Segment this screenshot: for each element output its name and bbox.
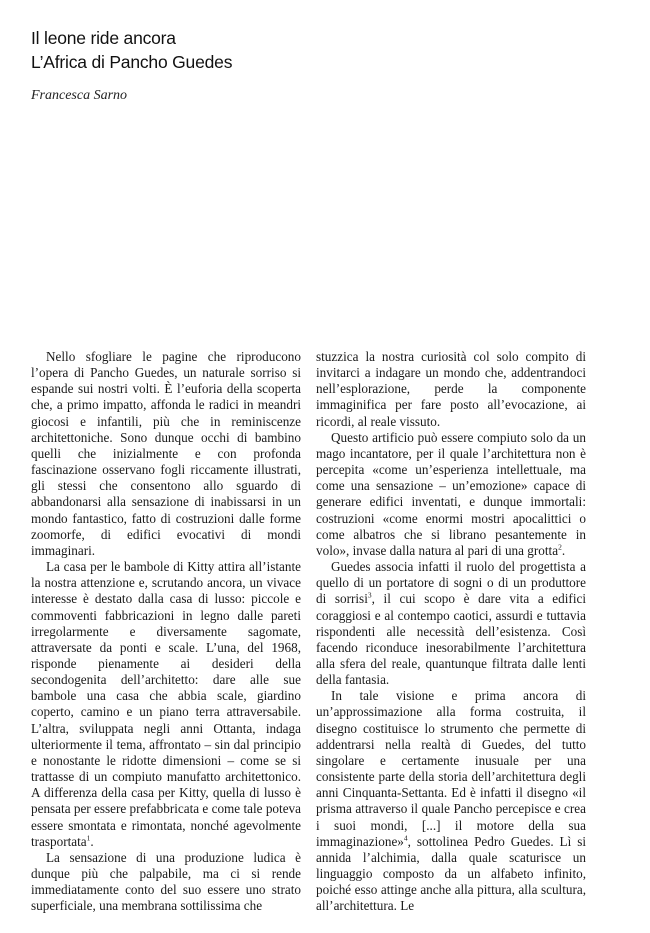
paragraph: Nello sfogliare le pagine che riproducono l’opera di Pancho Guedes, un naturale sorriso si espande sui nostri volti. È l’euforia della scoperta che, a primo impatto, affonda le radici in meandri giocosi e infantili, più che in reminiscenze architettoniche. Sono dunque occhi di bambino quelli che inizialmente e con profonda fascinazione osservano fogli riccamente illustrati, gli stessi che consentono allo sguardo di abbandonarsi alla sensazione di inabissarsi in un mondo fantastico, fatto di costruzioni dalle forme zoomorfe, di edifici evocativi di mondi immaginari.	[31, 349, 301, 558]
footnote-ref: 1	[86, 833, 91, 843]
paragraph: Questo artificio può essere compiuto solo da un mago incantatore, per il quale l’architettura non è percepita «come un’esperienza intellettuale, ma come una sensazione – un’emozione» capace di generare edifici inventati, e dunque immortali: costruzioni «come enormi mostri apocalittici o come albatros che si librano pesantemente in volo», invase dalla natura al pari di una grotta$^2$.	[316, 429, 586, 558]
left-text-column	[31, 349, 301, 914]
footnote-ref: 3	[367, 590, 372, 600]
paragraph: stuzzica la nostra curiosità col solo compito di invitarci a indagare un mondo che, addentrandoci nell’esplorazione, perde la componente immaginifica per fare posto all’evocazione, ai ricordi, al reale vissuto.	[316, 349, 586, 429]
paragraph: La casa per le bambole di Kitty attira all’istante la nostra attenzione e, scrutando ancora, un vivace interesse è destato dalla casa di lusso: piccole e commoventi fabbricazioni in legno dalle pareti irregolarmente e diversamente sagomate, attraversate da ponti e scale. L’una, del 1968, risponde pienamente ai desideri della secondogenita dell’architetto: dare alle sue bambole una casa che abbia scale, giardino coperto, camino e un piano terra attraversabile. L’altra, sviluppata negli anni Ottanta, indaga ulteriormente il tema, affrontato – sin dal principio e nonostante le ridotte dimensioni – come se si trattasse di un compiuto manufatto architettonico. A differenza della casa per Kitty, quella di lusso è pensata per essere prefabbricata e come tale poteva essere smontata e rimontata, nonché agevolmente trasportata$^1$.	[31, 559, 301, 849]
paragraph: La sensazione di una produzione ludica è dunque più che palpabile, ma ci si rende immediatamente conto del suo essere uno strato superficiale, una membrana sottilissima che	[31, 849, 301, 914]
paragraph: In tale visione e prima ancora di un’approssimazione alla forma costruita, il disegno costituisce lo strumento che permette di addentrarsi nella realtà di Guedes, del tutto singolare e certamente inusuale per una consistente parte della storia dell’architettura degli anni Cinquanta-Settanta. Ed è infatti il disegno «il prisma attraverso il quale Pancho percepisce e crea i suoi mondi, [...] il motore della sua immaginazione»$^4$, sottolinea Pedro Guedes. Lì si annida l’alchimia, dalla quale scaturisce un linguaggio composto da un alfabeto infinito, poiché esso attinge anche alla pittura, alla scultura, all’architettura. Le	[316, 688, 586, 914]
footnote-ref: 4	[403, 833, 408, 843]
title-line-1: Il leone ride ancora	[31, 28, 176, 48]
right-text-column	[316, 349, 586, 914]
title-line-2: L’Africa di Pancho Guedes	[31, 52, 233, 72]
footnote-ref: 2	[558, 542, 562, 552]
author-name: Francesca Sarno	[31, 88, 128, 103]
paragraph: Guedes associa infatti il ruolo del progettista a quello di un portatore di sogni o di un produttore di sorrisi$^3$, il cui scopo è dare vita a edifici coraggiosi e al contempo caotici, assurdi e tuttavia rispondenti alle necessità dell’esistenza. Così facendo riconduce inesorabilmente l’architettura alla sfera del reale, quantunque filtrata dalle lenti della fantasia.	[316, 559, 586, 688]
article-title	[31, 26, 591, 74]
